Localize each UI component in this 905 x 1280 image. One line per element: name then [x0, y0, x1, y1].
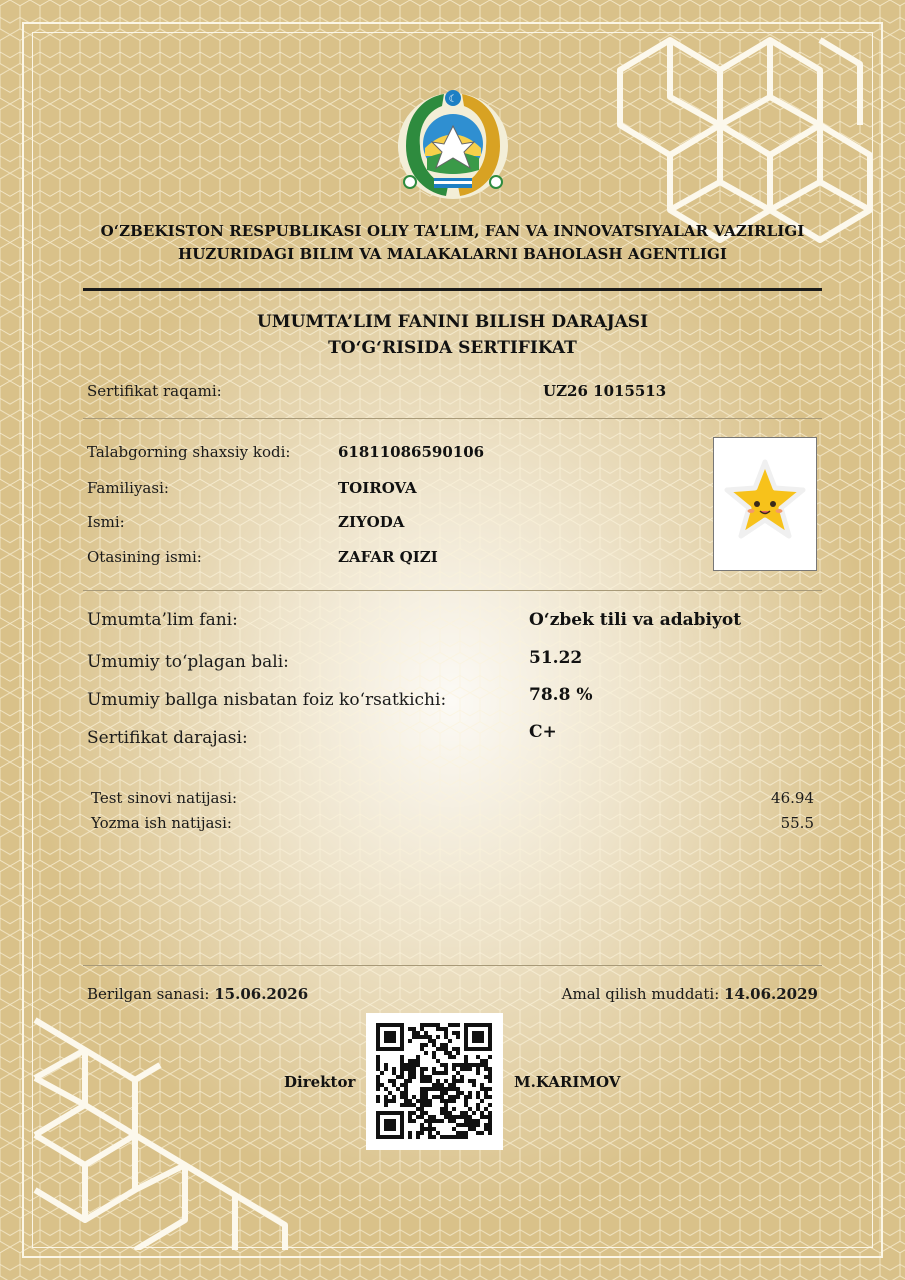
- issue-date-value: 15.06.2026: [214, 985, 309, 1003]
- total-score-label: Umumiy to‘plagan bali:: [87, 652, 289, 672]
- valid-until-label: Amal qilish muddati:: [561, 985, 720, 1003]
- test-result-value: 46.94: [771, 789, 814, 807]
- percent-value: 78.8 %: [529, 685, 593, 705]
- test-result-label: Test sinovi natijasi:: [91, 789, 238, 807]
- written-result-value: 55.5: [780, 814, 814, 832]
- patronymic-label: Otasining ismi:: [87, 548, 202, 566]
- percent-label: Umumiy ballga nisbatan foiz ko‘rsatkichi:: [87, 690, 447, 710]
- agency-name-line-2: HUZURIDAGI BILIM VA MALAKALARNI BAHOLASH AGENTLIGI: [177, 245, 728, 263]
- personal-code-label: Talabgorning shaxsiy kodi:: [87, 443, 291, 461]
- grade-value: C+: [529, 722, 557, 742]
- grade-label: Sertifikat darajasi:: [87, 728, 248, 748]
- patronymic-value: ZAFAR QIZI: [338, 548, 438, 566]
- certificate-title-line-2: TO‘G‘RISIDA SERTIFIKAT: [328, 338, 577, 358]
- surname-value: TOIROVA: [338, 479, 417, 497]
- corner-ornament-bottom-left: [30, 1010, 300, 1250]
- photo-frame: [713, 437, 817, 571]
- certificate-title-line-1: UMUMTA’LIM FANINI BILISH DARAJASI: [256, 312, 649, 332]
- certificate-number-label: Sertifikat raqami:: [87, 382, 222, 400]
- first-name-value: ZIYODA: [338, 513, 405, 531]
- qr-code-icon: [366, 1013, 503, 1150]
- surname-label: Familiyasi:: [87, 479, 169, 497]
- header-divider: [83, 288, 822, 291]
- svg-text:☾: ☾: [448, 94, 458, 105]
- agency-name-line-1: O‘ZBEKISTON RESPUBLIKASI OLIY TA’LIM, FAN VA INNOVATSIYALAR VAZIRLIGI: [100, 222, 805, 240]
- certificate-number-value: UZ26 1015513: [543, 382, 667, 400]
- subject-label: Umumta’lim fani:: [87, 610, 238, 630]
- divider-3: [83, 965, 822, 966]
- director-label: Direktor: [284, 1073, 356, 1091]
- total-score-value: 51.22: [529, 648, 583, 668]
- director-name: M.KARIMOV: [514, 1073, 621, 1091]
- star-face-icon: [714, 438, 816, 570]
- qr-code[interactable]: [366, 1013, 503, 1150]
- state-emblem-icon: [392, 86, 514, 202]
- issue-date: [87, 985, 308, 1003]
- divider-1: [83, 418, 822, 419]
- valid-until: [562, 985, 818, 1003]
- personal-code-value: 61811086590106: [338, 443, 485, 461]
- subject-value: O‘zbek tili va adabiyot: [529, 610, 742, 630]
- first-name-label: Ismi:: [87, 513, 125, 531]
- divider-2: [83, 590, 822, 591]
- valid-until-value: 14.06.2029: [724, 985, 818, 1003]
- written-result-label: Yozma ish natijasi:: [91, 814, 232, 832]
- issue-date-label: Berilgan sanasi:: [87, 985, 210, 1003]
